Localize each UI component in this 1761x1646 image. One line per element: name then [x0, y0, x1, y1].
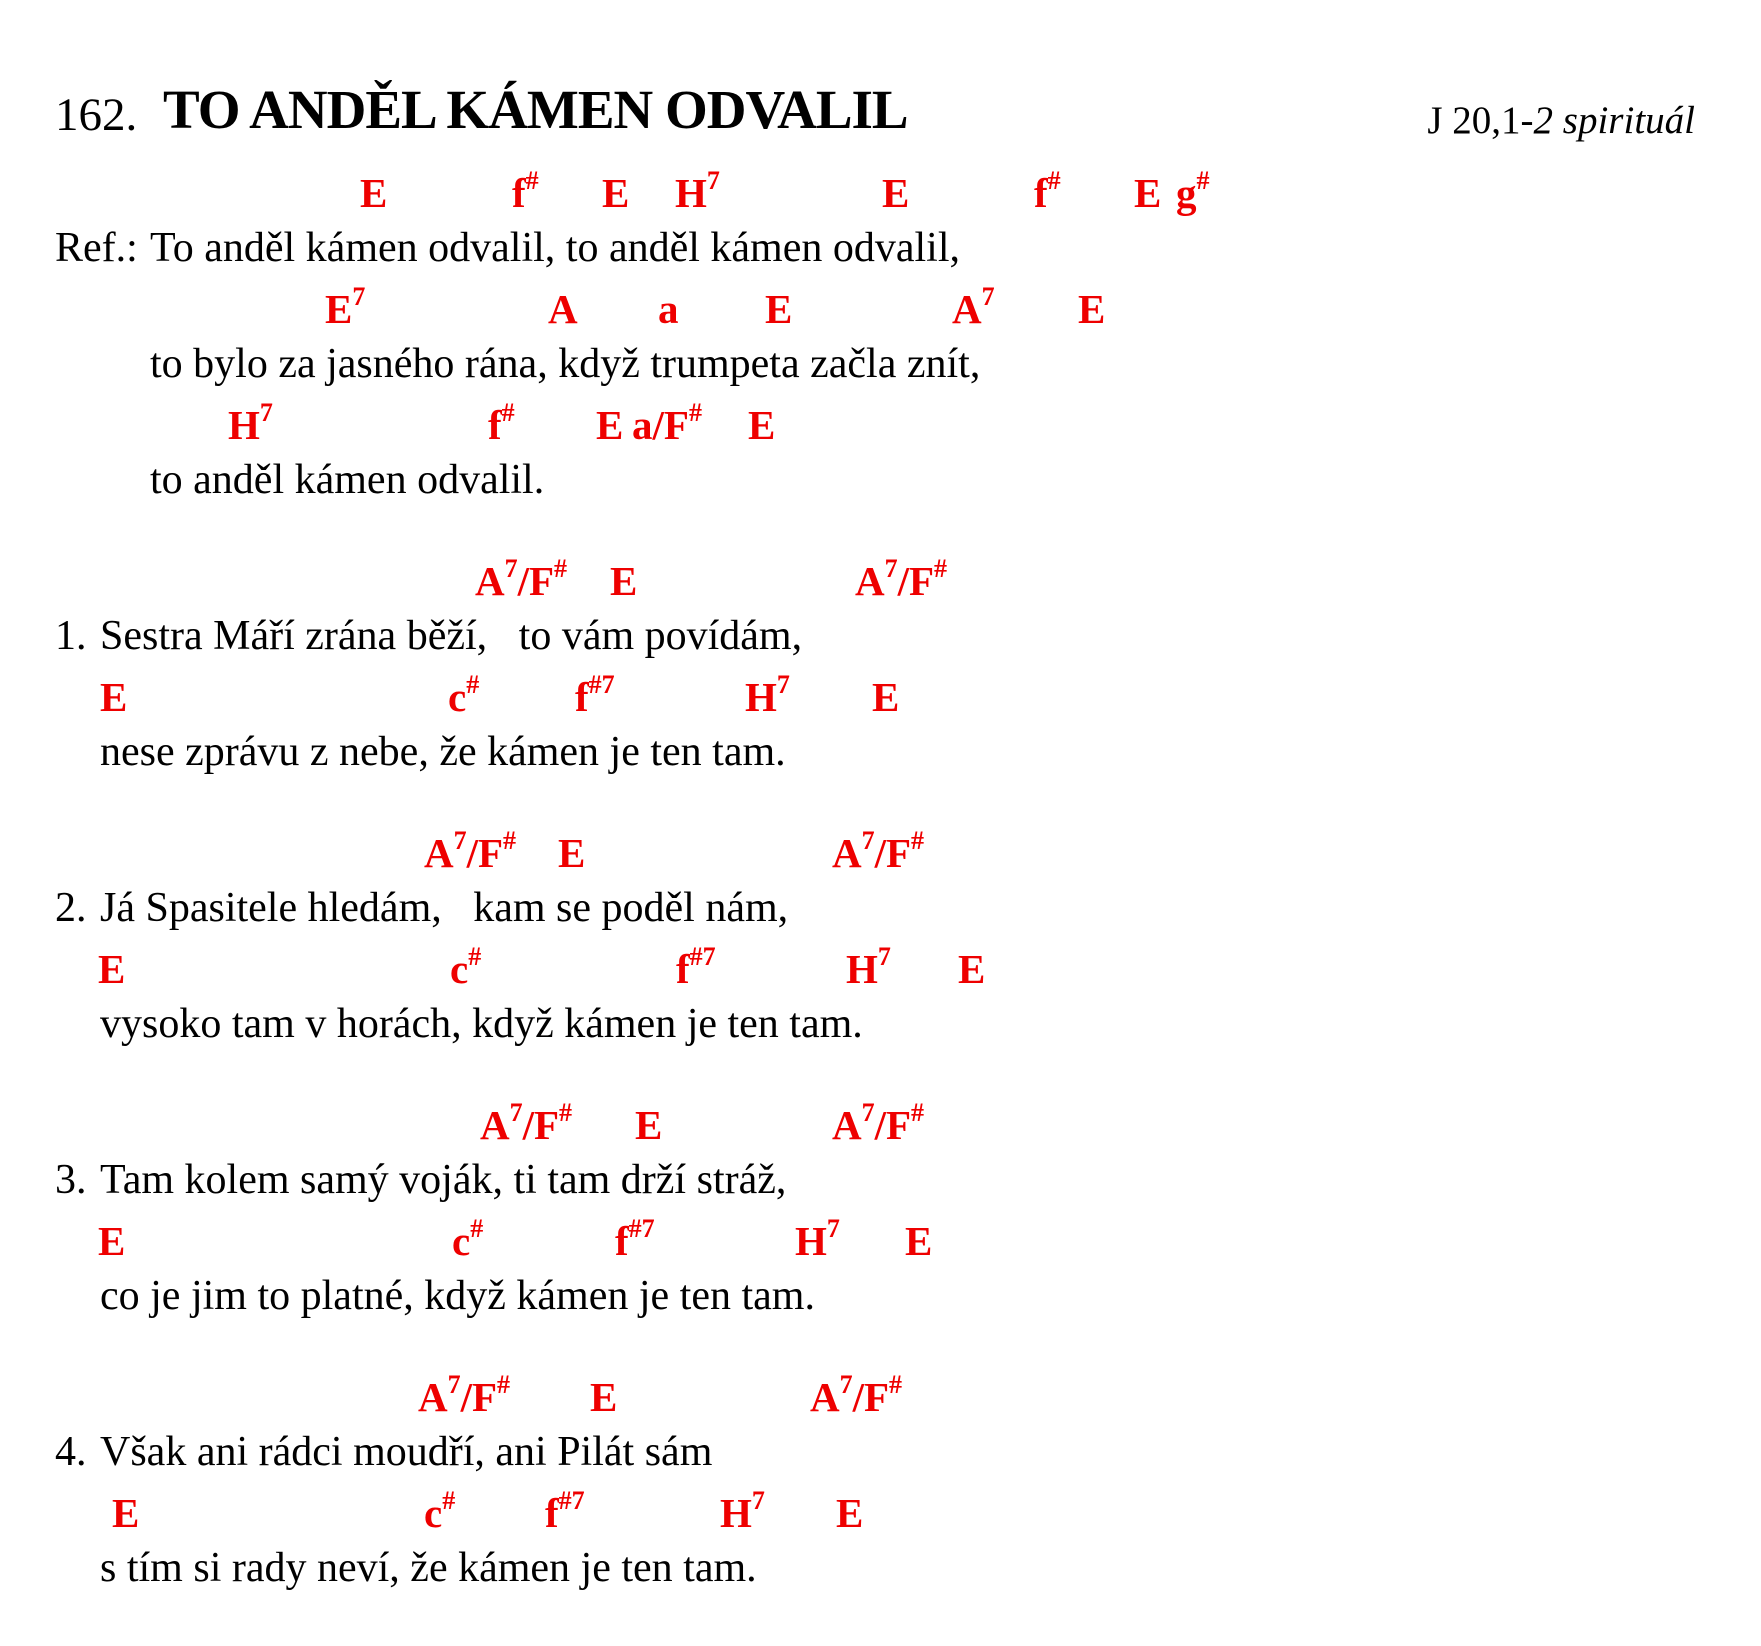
chord-line	[0, 160, 1761, 218]
chord-e: E	[1078, 286, 1106, 332]
chord-line	[0, 820, 1761, 878]
chord-superscript: #	[442, 1486, 456, 1515]
lyric-line	[0, 1150, 1761, 1208]
chord-af: a/F#	[632, 398, 702, 448]
chord-superscript: #	[559, 1098, 573, 1127]
chord-line	[0, 1208, 1761, 1266]
chord-e: E	[360, 170, 388, 216]
chord-h7: $H^7$	[675, 166, 720, 216]
chord-superscript: 7	[839, 1370, 853, 1399]
chord-f: f#	[1034, 166, 1061, 216]
chord-a7f: $A^7/F^{\#}$	[832, 826, 925, 876]
chord-a7f: $A^7/F^{\#}$	[418, 1370, 511, 1420]
lyric-line	[0, 450, 1761, 508]
chord-superscript: #	[501, 398, 515, 427]
chord-f7: $f^{\#7}$	[575, 670, 615, 720]
chord-a7f: $A^7/F^{\#}$	[424, 826, 517, 876]
chord-e: E	[610, 558, 638, 604]
chord-line	[0, 664, 1761, 722]
chord-line	[0, 1364, 1761, 1422]
chord-superscript: #	[525, 166, 539, 195]
bible-reference-plain: J 20,1-	[1427, 99, 1534, 142]
chord-superscript: #	[889, 1370, 903, 1399]
chord-h7: $H^7$	[228, 398, 273, 448]
chord-superscript: #	[554, 554, 568, 583]
chord-e: E	[558, 830, 586, 876]
chord-a: A	[548, 286, 578, 332]
chord-superscript: #	[911, 1098, 925, 1127]
lyric-text: to anděl kámen odvalil.	[150, 456, 545, 503]
chord-superscript: #	[470, 1214, 484, 1243]
lyric-text: vysoko tam v horách, když kámen je ten tam.	[100, 1000, 863, 1047]
chord-e: E	[1134, 170, 1162, 216]
chord-e: E	[958, 946, 986, 992]
chord-f7: $f^{\#7}$	[615, 1214, 655, 1264]
refrain-ref	[0, 160, 1761, 508]
chord-f7: $f^{\#7}$	[545, 1486, 585, 1536]
chord-e: E	[905, 1218, 933, 1264]
verse-4	[0, 1364, 1761, 1596]
chord-e: E	[748, 402, 776, 448]
chord-superscript: #7	[628, 1214, 655, 1243]
lyric-text: to bylo za jasného rána, když trumpeta začla znít,	[150, 340, 981, 387]
lyric-line	[0, 218, 1761, 276]
lyric-line	[0, 722, 1761, 780]
chord-a7f: $A^7/F^{\#}$	[855, 554, 948, 604]
chord-e: E	[635, 1102, 663, 1148]
lyric-text: nese zprávu z nebe, že kámen je ten tam.	[100, 728, 786, 775]
chord-superscript: 7	[509, 1098, 523, 1127]
chord-line	[0, 548, 1761, 606]
chord-h7: $H^7$	[795, 1214, 840, 1264]
chord-line	[0, 276, 1761, 334]
chord-superscript: #	[688, 398, 702, 427]
chord-line	[0, 936, 1761, 994]
verse-number: 4.	[55, 1428, 87, 1475]
bible-reference-genre: 2 spirituál	[1533, 99, 1695, 142]
chord-superscript: #	[503, 826, 517, 855]
lyric-line	[0, 1538, 1761, 1596]
chord-superscript: #7	[689, 942, 716, 971]
chord-a7: $A^7$	[952, 282, 995, 332]
lyric-line	[0, 1422, 1761, 1480]
chord-f: f#	[512, 166, 539, 216]
lyric-line	[0, 334, 1761, 392]
chord-a7f: $A^7/F^{\#}$	[832, 1098, 925, 1148]
chord-a: a	[658, 286, 679, 332]
chord-superscript: 7	[826, 1214, 840, 1243]
verse-3	[0, 1092, 1761, 1324]
lyric-line	[0, 606, 1761, 664]
chord-e: E	[596, 402, 624, 448]
chord-line	[0, 1480, 1761, 1538]
chord-superscript: 7	[751, 1486, 765, 1515]
chord-f7: $f^{\#7}$	[676, 942, 716, 992]
chord-g: g#	[1176, 166, 1210, 216]
chord-f: f#	[488, 398, 515, 448]
chord-e: E	[602, 170, 630, 216]
chord-superscript: 7	[776, 670, 790, 699]
lyric-line	[0, 878, 1761, 936]
chord-e: E	[872, 674, 900, 720]
chord-h7: $H^7$	[846, 942, 891, 992]
chord-e: E	[100, 674, 128, 720]
chord-a7f: $A^7/F^{\#}$	[480, 1098, 573, 1148]
chord-superscript: #	[497, 1370, 511, 1399]
chord-c: c#	[450, 942, 482, 992]
chord-superscript: 7	[861, 1098, 875, 1127]
lyric-text: co je jim to platné, když kámen je ten tam.	[100, 1272, 815, 1319]
chord-e: E	[98, 946, 126, 992]
chord-superscript: 7	[447, 1370, 461, 1399]
chord-c: c#	[448, 670, 480, 720]
chord-superscript: 7	[981, 282, 995, 311]
chord-superscript: #	[911, 826, 925, 855]
chord-superscript: #	[934, 554, 948, 583]
song-number: 162.	[55, 89, 138, 141]
chord-h7: $H^7$	[745, 670, 790, 720]
chord-superscript: #7	[558, 1486, 585, 1515]
chord-e: E	[882, 170, 910, 216]
bible-reference	[1427, 101, 1695, 140]
verse-number: 3.	[55, 1156, 87, 1203]
chord-c: c#	[424, 1486, 456, 1536]
chord-superscript: 7	[706, 166, 720, 195]
chord-line	[0, 1092, 1761, 1150]
lyric-line	[0, 994, 1761, 1052]
song-title: TO ANDĚL KÁMEN ODVALIL	[163, 79, 908, 140]
chord-a7f: $A^7/F^{\#}$	[475, 554, 568, 604]
chord-superscript: 7	[352, 282, 366, 311]
chord-e: E	[836, 1490, 864, 1536]
chord-superscript: 7	[877, 942, 891, 971]
chord-line	[0, 392, 1761, 450]
chord-superscript: 7	[861, 826, 875, 855]
lyric-text: Já Spasitele hledám, kam se poděl nám,	[100, 884, 789, 931]
chord-superscript: #	[468, 942, 482, 971]
chord-superscript: #	[466, 670, 480, 699]
lyric-text: Sestra Máří zrána běží, to vám povídám,	[100, 612, 803, 659]
chord-superscript: 7	[504, 554, 518, 583]
chord-superscript: #	[1047, 166, 1061, 195]
lyric-text: To anděl kámen odvalil, to anděl kámen odvalil,	[150, 224, 960, 271]
chord-superscript: #7	[588, 670, 615, 699]
chord-h7: $H^7$	[720, 1486, 765, 1536]
lyric-text: s tím si rady neví, že kámen je ten tam.	[100, 1544, 757, 1591]
chord-a7f: $A^7/F^{\#}$	[810, 1370, 903, 1420]
chord-e: E	[590, 1374, 618, 1420]
chord-superscript: 7	[453, 826, 467, 855]
verse-number: 2.	[55, 884, 87, 931]
verse-number: 1.	[55, 612, 87, 659]
lyric-text: Však ani rádci moudří, ani Pilát sám	[100, 1428, 713, 1475]
chord-superscript: 7	[259, 398, 273, 427]
verse-2	[0, 820, 1761, 1052]
chord-superscript: 7	[884, 554, 898, 583]
chord-e: E	[98, 1218, 126, 1264]
chord-e7: $E^7$	[325, 282, 366, 332]
lyric-text: Tam kolem samý voják, ti tam drží stráž,	[100, 1156, 787, 1203]
chord-e: E	[112, 1490, 140, 1536]
song-body	[0, 160, 1761, 1596]
verse-1	[0, 548, 1761, 780]
refrain-label: Ref.:	[55, 224, 138, 271]
chord-c: c#	[452, 1214, 484, 1264]
chord-superscript: #	[1196, 166, 1210, 195]
chord-e: E	[765, 286, 793, 332]
lyric-line	[0, 1266, 1761, 1324]
